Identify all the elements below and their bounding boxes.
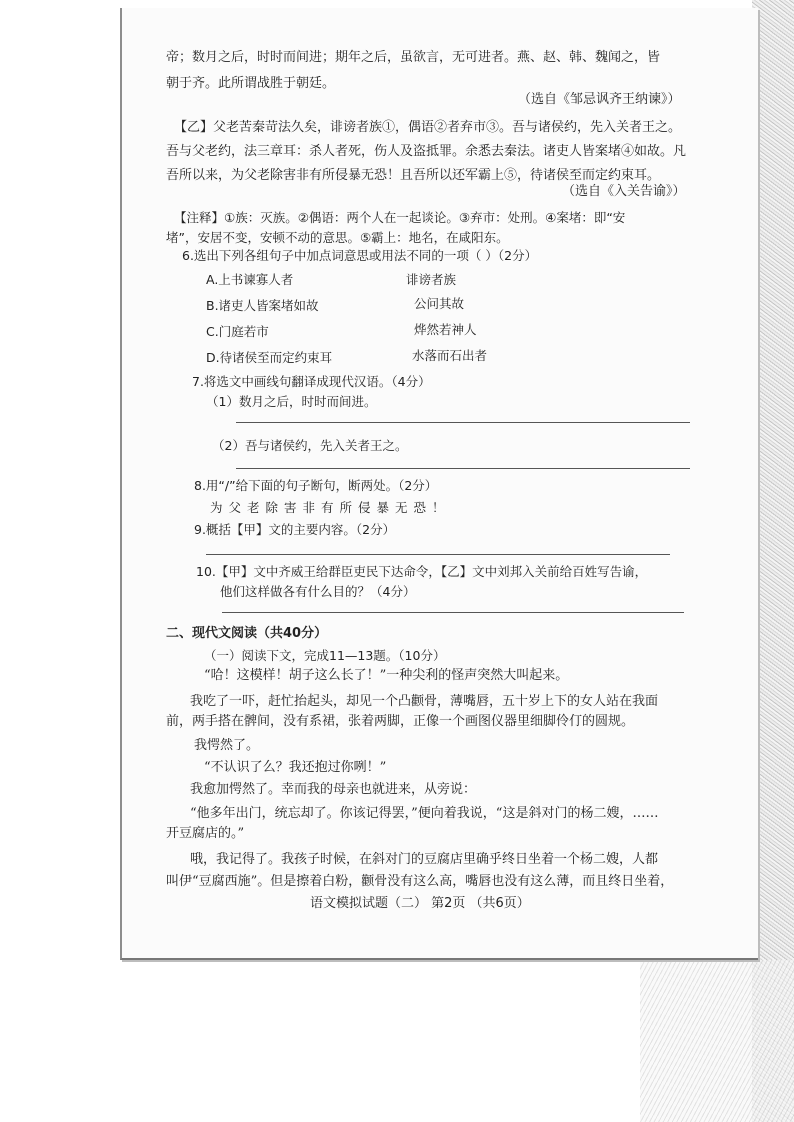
story-paragraph: “哈！这模样！胡子这么长了！”一种尖利的怪声突然大叫起来。 — [204, 668, 569, 683]
passage-line: 吾所以来，为父老除害非有所侵暴无恐！且吾所以还军霸上⑤，待诸侯至而定约束耳。 — [166, 168, 661, 183]
story-paragraph: 叫伊“豆腐西施”。但是擦着白粉，颧骨没有这么高，嘴唇也没有这么薄，而且终日坐着， — [166, 874, 674, 889]
story-paragraph: 前，两手搭在髀间，没有系裙，张着两脚，正像一个画图仪器里细脚伶仃的圆规。 — [166, 714, 635, 729]
section-sub-heading: （一）阅读下文，完成11—13题。（10分） — [204, 648, 446, 663]
q6-option-a-left: A.上书谏寡人者 — [206, 272, 294, 287]
passage-line: 【乙】父老苦秦苛法久矣，诽谤者族①，偶语②者弃市③。吾与诸侯约，先入关者王之。 — [174, 120, 682, 135]
question-7: 7.将选文中画线句翻译成现代汉语。（4分） — [192, 374, 431, 389]
story-paragraph: 我愈加愕然了。幸而我的母亲也就进来，从旁说： — [190, 782, 477, 797]
passage-line: 帝；数月之后，时时而间进；期年之后，虽欲言，无可进者。燕、赵、韩、魏闻之，皆 — [166, 50, 661, 65]
q6-option-c-right: 烨然若神人 — [414, 322, 477, 337]
annotation-line: 【注释】①族：灭族。②偶语：两个人在一起谈论。③弃市：处刑。④案堵：即“安 — [174, 210, 626, 225]
story-paragraph: “他多年出门，统忘却了。你该记得罢，”便向着我说，“这是斜对门的杨二嫂，…… — [190, 806, 659, 821]
passage-line: 朝于齐。此所谓战胜于朝廷。 — [166, 76, 336, 91]
scan-noise-edge — [752, 0, 794, 1122]
story-paragraph: 我愕然了。 — [194, 738, 260, 753]
question-9: 9.概括【甲】文的主要内容。（2分） — [194, 522, 396, 537]
question-6: 6.选出下列各组句子中加点词意思或用法不同的一项（ ）（2分） — [182, 248, 538, 263]
section-heading: 二、现代文阅读（共40分） — [166, 626, 328, 641]
answer-line — [222, 612, 684, 613]
story-paragraph: 开豆腐店的。” — [166, 826, 245, 841]
page-footer: 语文模拟试题（二） 第2页 （共6页） — [310, 896, 530, 911]
story-paragraph: 我吃了一吓，赶忙抬起头，却见一个凸颧骨，薄嘴唇，五十岁上下的女人站在我面 — [190, 694, 659, 709]
passage-line: 吾与父老约，法三章耳：杀人者死，伤人及盗抵罪。余悉去秦法。诸吏人皆案堵④如故。凡 — [166, 144, 687, 159]
story-paragraph: 哦，我记得了。我孩子时候，在斜对门的豆腐店里确乎终日坐着一个杨二嫂，人都 — [190, 852, 659, 867]
question-7-2: （2）吾与诸侯约，先入关者王之。 — [212, 438, 408, 453]
source-jia: （选自《邹忌讽齐王纳谏》） — [518, 92, 681, 107]
q6-option-a-right: 诽谤者族 — [406, 272, 457, 287]
answer-line — [236, 468, 690, 469]
source-yi: （选自《入关告谕》） — [562, 184, 686, 199]
question-10-cont: 他们这样做各有什么目的？（4分） — [220, 584, 416, 599]
question-10: 10.【甲】文中齐威王给群臣吏民下达命令，【乙】文中刘邦入关前给百姓写告谕， — [196, 564, 648, 579]
q6-option-b-right: 公问其故 — [414, 296, 465, 311]
q6-option-d-left: D.待诸侯至而定约束耳 — [206, 350, 333, 365]
question-7-1: （1）数月之后，时时而间进。 — [206, 394, 377, 409]
q6-option-d-right: 水落而石出者 — [412, 348, 488, 363]
exam-page — [120, 8, 758, 960]
answer-line — [206, 554, 670, 555]
question-8-sentence: 为父老除害非有所侵暴无恐！ — [210, 500, 451, 515]
q6-option-c-left: C.门庭若市 — [206, 324, 269, 339]
story-paragraph: “不认识了么？我还抱过你咧！” — [204, 760, 387, 775]
scan-noise-corner — [640, 960, 794, 1122]
q6-option-b-left: B.诸吏人皆案堵如故 — [206, 298, 319, 313]
answer-line — [236, 422, 690, 423]
question-8: 8.用“/”给下面的句子断句，断两处。（2分） — [194, 478, 438, 493]
annotation-line: 堵”，安居不变，安顿不动的意思。⑤霸上：地名，在咸阳东。 — [166, 230, 509, 245]
